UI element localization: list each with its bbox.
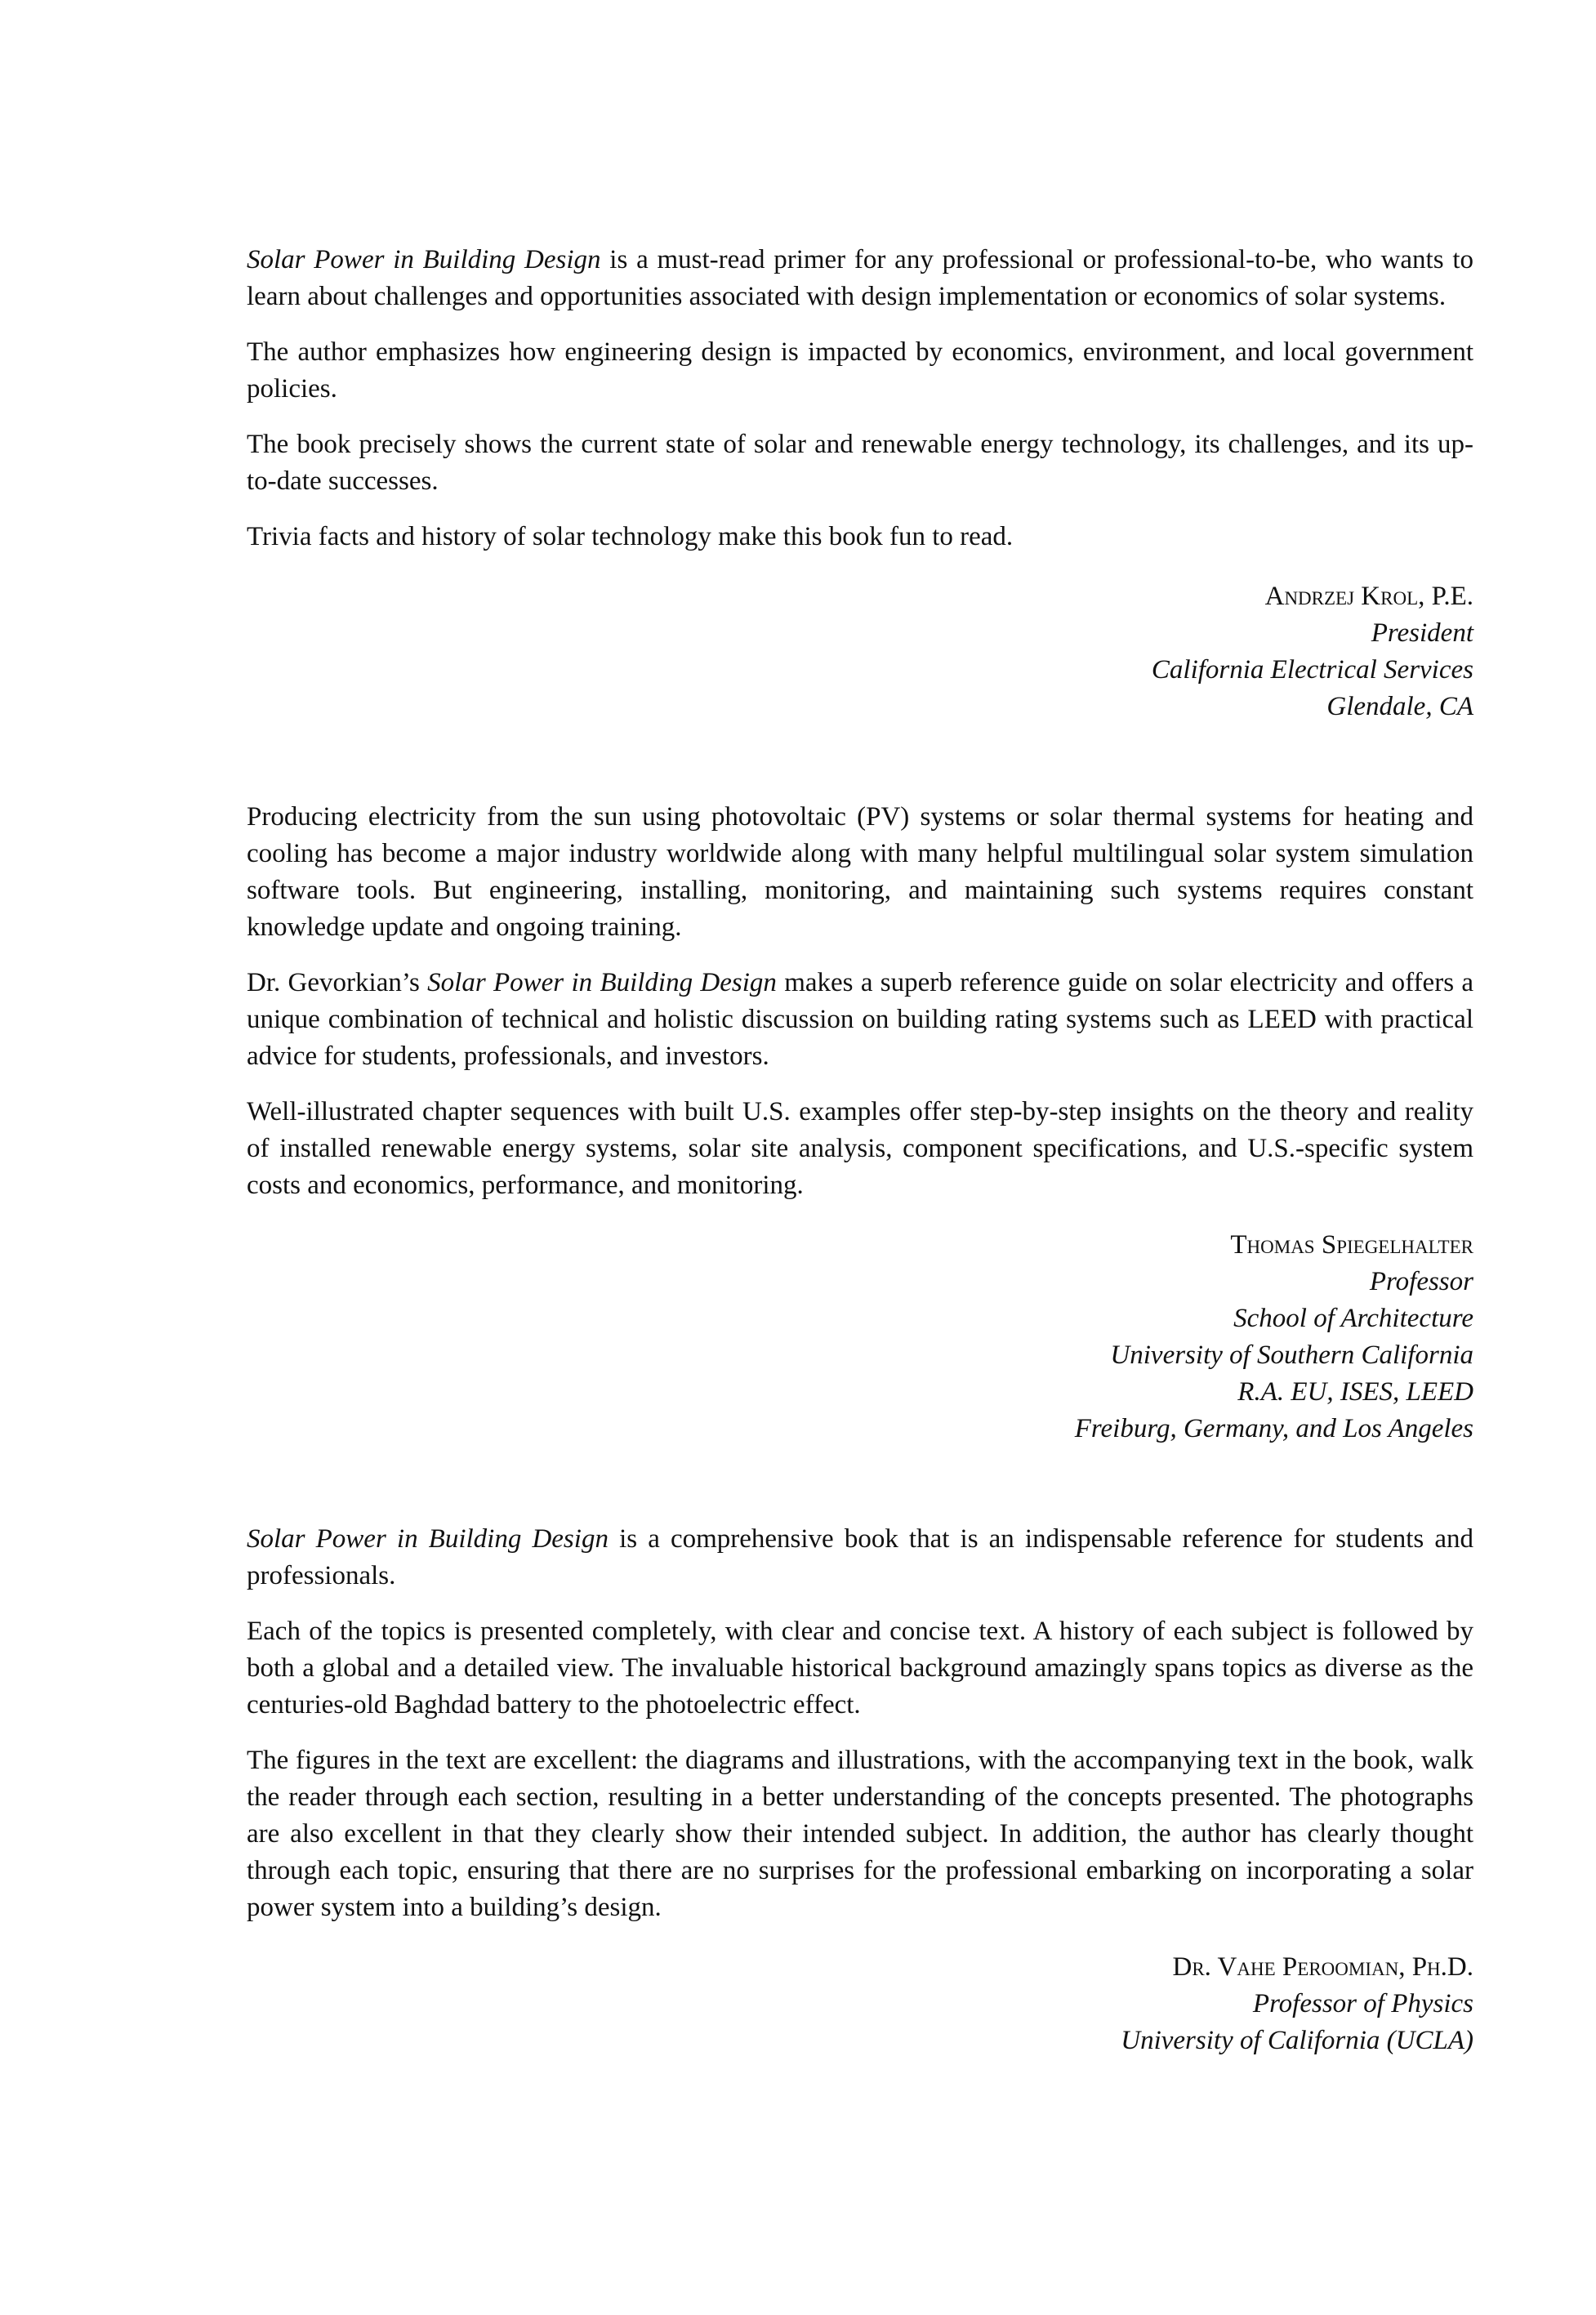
paragraph-text: Each of the topics is presented completely, with clear and concise text. A history of each subject is followed by both a global and a detailed view. The invaluable historical background amazingly spans topics as diverse as the centuries-old Baghdad battery to the photoelectric effect. — [247, 1617, 1473, 1720]
reviewer-affiliation: University of California (UCLA) — [1121, 2026, 1473, 2055]
paragraph-text: Well-illustrated chapter sequences with built U.S. examples offer step-by-step insights on the theory and reality of installed renewable energy systems, solar site analysis, component specifications, and U.S.-specific system costs and economics, performance, and monitoring. — [247, 1097, 1473, 1200]
review-paragraph — [247, 242, 1473, 315]
reviewer-location: Freiburg, Germany, and Los Angeles — [1074, 1414, 1473, 1443]
review-paragraph — [247, 1094, 1473, 1204]
reviewer-signature — [247, 1227, 1473, 1447]
review-peroomian — [247, 1521, 1473, 2059]
book-title: Solar Power in Building Design — [247, 245, 601, 274]
paragraph-text: makes a superb reference guide on solar electricity and offers a unique combination of technical and holistic discussion on building rating systems such as LEED with practical advice for students, professionals, and investors. — [247, 968, 1473, 1071]
reviewer-signature — [247, 578, 1473, 725]
reviewer-location: Glendale, CA — [1326, 692, 1473, 721]
paragraph-prefix: Dr. Gevorkian’s — [247, 968, 428, 997]
paragraph-text: Trivia facts and history of solar technology make this book fun to read. — [247, 522, 1014, 551]
paragraph-text: The author emphasizes how engineering design is impacted by economics, environment, and local government policies. — [247, 337, 1473, 404]
reviewer-title: Professor — [1369, 1267, 1473, 1296]
review-krol — [247, 242, 1473, 725]
paragraph-text: Producing electricity from the sun using photovoltaic (PV) systems or solar thermal systems for heating and cooling has become a major industry worldwide along with many helpful multilingual solar system simulation software tools. But engineering, installing, monitoring, and maintaining such systems requires constant knowledge update and ongoing training. — [247, 802, 1473, 942]
reviewer-name: Andrzej Krol, P.E. — [1264, 582, 1473, 611]
review-paragraph — [247, 1521, 1473, 1595]
review-paragraph — [247, 334, 1473, 408]
review-paragraph — [247, 799, 1473, 946]
reviewer-signature — [247, 1949, 1473, 2059]
book-title: Solar Power in Building Design — [427, 968, 777, 997]
paragraph-text: The figures in the text are excellent: the diagrams and illustrations, with the accompanying text in the book, walk the reader through each section, resulting in a better understanding of the concepts presented. The photographs are also excellent in that they clearly show their intended subject. In addition, the author has clearly thought through each topic, ensuring that there are no surprises for the professional embarking on incorporating a solar power system into a building’s design. — [247, 1746, 1473, 1922]
paragraph-text: The book precisely shows the current state of solar and renewable energy technology, its challenges, and its up-to-date successes. — [247, 430, 1473, 496]
reviewer-credentials: R.A. EU, ISES, LEED — [1237, 1377, 1473, 1407]
reviewer-school: School of Architecture — [1233, 1304, 1473, 1333]
review-paragraph — [247, 426, 1473, 500]
book-title: Solar Power in Building Design — [247, 1524, 609, 1554]
reviewer-university: University of Southern California — [1110, 1340, 1473, 1370]
reviewer-name: Thomas Spiegelhalter — [1230, 1230, 1473, 1260]
reviewer-title: Professor of Physics — [1252, 1989, 1473, 2018]
reviewer-affiliation: California Electrical Services — [1151, 655, 1473, 685]
review-paragraph — [247, 1613, 1473, 1724]
paragraph-text: is a must-read primer for any professional or professional-to-be, who wants to learn about challenges and opportunities associated with design implementation or economics of solar systems. — [247, 245, 1473, 311]
review-paragraph — [247, 965, 1473, 1075]
reviewer-title: President — [1371, 618, 1473, 648]
document-page — [247, 242, 1473, 2059]
review-spiegelhalter — [247, 799, 1473, 1447]
review-paragraph — [247, 1742, 1473, 1926]
paragraph-text: is a comprehensive book that is an indispensable reference for students and professionals. — [247, 1524, 1473, 1590]
review-paragraph — [247, 519, 1473, 555]
reviewer-name: Dr. Vahe Peroomian, Ph.D. — [1172, 1952, 1473, 1982]
